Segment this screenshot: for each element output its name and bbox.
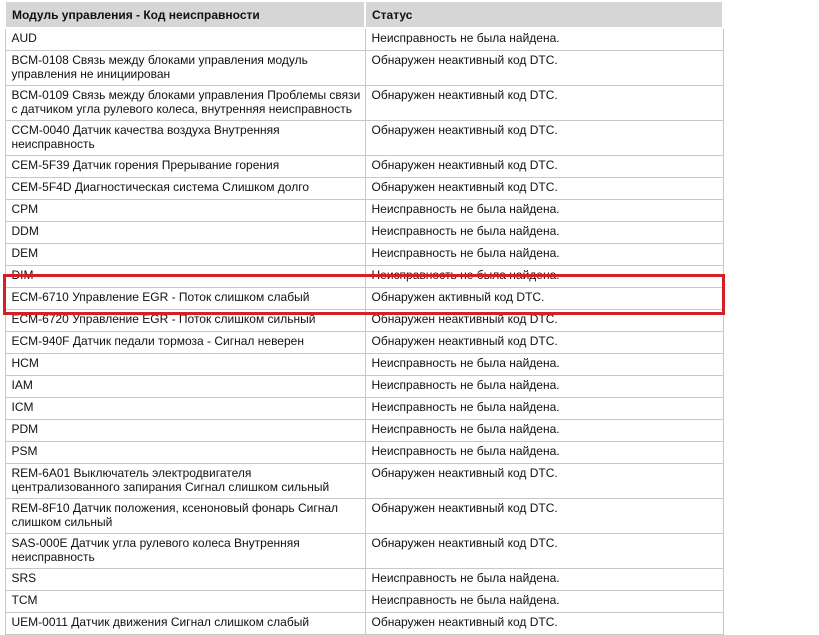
table-row [5,178,723,200]
module-text: PSM [11,444,38,458]
module-text: PDM [11,422,39,436]
status-text: Неисправность не была найдена. [371,378,560,392]
module-cell [5,178,365,200]
module-text: ECM-6720 Управление EGR - Поток слишком сильный [11,312,316,326]
status-text: Обнаружен неактивный код DTC. [371,334,558,348]
status-text: Неисправность не была найдена. [371,356,560,370]
status-cell [365,244,723,266]
table-header-row [5,1,723,28]
status-text: Обнаружен активный код DTC. [371,290,545,304]
table-row [5,354,723,376]
module-text: AUD [11,31,37,45]
table-row [5,266,723,288]
module-text: BCM-0108 Связь между блоками управления модуль управления не инициирован [11,53,308,81]
module-text: ECM-6710 Управление EGR - Поток слишком слабый [11,290,310,304]
module-cell [5,266,365,288]
table-row [5,420,723,442]
module-cell [5,310,365,332]
table-row [5,156,723,178]
table-row [5,222,723,244]
table-row [5,499,723,534]
module-cell [5,200,365,222]
module-cell [5,442,365,464]
module-cell [5,591,365,613]
table-row [5,464,723,499]
status-cell [365,591,723,613]
module-cell [5,499,365,534]
table-row [5,121,723,156]
module-cell [5,28,365,51]
module-cell [5,398,365,420]
status-cell [365,266,723,288]
status-cell [365,200,723,222]
status-text: Неисправность не была найдена. [371,224,560,238]
status-text: Обнаружен неактивный код DTC. [371,123,558,137]
status-text: Неисправность не была найдена. [371,268,560,282]
module-cell [5,420,365,442]
module-cell [5,222,365,244]
module-text: UEM-0011 Датчик движения Сигнал слишком слабый [11,615,310,629]
status-text: Обнаружен неактивный код DTC. [371,180,558,194]
status-cell [365,442,723,464]
table-row [5,86,723,121]
table-row [5,200,723,222]
module-cell [5,288,365,310]
module-cell [5,354,365,376]
status-text: Обнаружен неактивный код DTC. [371,158,558,172]
module-text: CEM-5F39 Датчик горения Прерывание горения [11,158,280,172]
module-cell [5,156,365,178]
module-text: CCM-0040 Датчик качества воздуха Внутренняя неисправность [11,123,280,151]
status-cell [365,534,723,569]
status-cell [365,86,723,121]
status-cell [365,310,723,332]
status-text: Неисправность не была найдена. [371,571,560,585]
status-cell [365,499,723,534]
status-text: Неисправность не была найдена. [371,31,560,45]
table-row [5,442,723,464]
status-text: Неисправность не была найдена. [371,400,560,414]
status-cell [365,332,723,354]
status-text: Неисправность не была найдена. [371,444,560,458]
status-cell [365,28,723,51]
module-cell [5,86,365,121]
module-cell [5,534,365,569]
status-text: Обнаружен неактивный код DTC. [371,536,558,550]
status-text: Неисправность не была найдена. [371,422,560,436]
status-cell [365,288,723,310]
status-cell [365,354,723,376]
status-cell [365,178,723,200]
column-header-module: Модуль управления - Код неисправности [5,1,365,28]
module-text: TCM [11,593,38,607]
status-cell [365,51,723,86]
module-text: HCM [11,356,39,370]
module-cell [5,244,365,266]
dtc-table [4,0,724,635]
status-text: Неисправность не была найдена. [371,593,560,607]
module-text: REM-8F10 Датчик положения, ксеноновый фонарь Сигнал слишком сильный [11,501,339,529]
column-header-status: Статус [365,1,723,28]
table-row [5,332,723,354]
module-cell [5,121,365,156]
status-text: Обнаружен неактивный код DTC. [371,312,558,326]
status-cell [365,464,723,499]
status-text: Обнаружен неактивный код DTC. [371,615,558,629]
module-text: ECM-940F Датчик педали тормоза - Сигнал неверен [11,334,304,348]
table-row [5,244,723,266]
status-text: Неисправность не была найдена. [371,202,560,216]
module-text: DDM [11,224,39,238]
module-text: IAM [11,378,33,392]
status-text: Обнаружен неактивный код DTC. [371,501,558,515]
table-row [5,51,723,86]
status-cell [365,420,723,442]
module-text: CPM [11,202,39,216]
table-row [5,569,723,591]
module-text: BCM-0109 Связь между блоками управления Проблемы связи с датчиком угла рулевого колеса, внутренняя неисправность [11,88,361,116]
status-cell [365,569,723,591]
status-text: Обнаружен неактивный код DTC. [371,53,558,67]
module-text: REM-6A01 Выключатель электродвигателя централизованного запирания Сигнал слишком сильный [11,466,330,494]
status-text: Обнаружен неактивный код DTC. [371,466,558,480]
module-text: SAS-000E Датчик угла рулевого колеса Внутренняя неисправность [11,536,300,564]
module-text: DIM [11,268,34,282]
table-row [5,288,723,310]
module-cell [5,51,365,86]
module-text: ICM [11,400,34,414]
status-cell [365,376,723,398]
table-row [5,310,723,332]
status-cell [365,398,723,420]
module-cell [5,332,365,354]
status-cell [365,156,723,178]
status-cell [365,222,723,244]
table-row [5,376,723,398]
module-cell [5,376,365,398]
module-text: SRS [11,571,37,585]
table-row [5,398,723,420]
status-cell [365,121,723,156]
module-text: DEM [11,246,39,260]
module-cell [5,464,365,499]
status-text: Обнаружен неактивный код DTC. [371,88,558,102]
module-cell [5,569,365,591]
table-row [5,534,723,569]
status-text: Неисправность не была найдена. [371,246,560,260]
module-text: CEM-5F4D Диагностическая система Слишком долго [11,180,310,194]
table-row [5,591,723,613]
table-row [5,28,723,51]
